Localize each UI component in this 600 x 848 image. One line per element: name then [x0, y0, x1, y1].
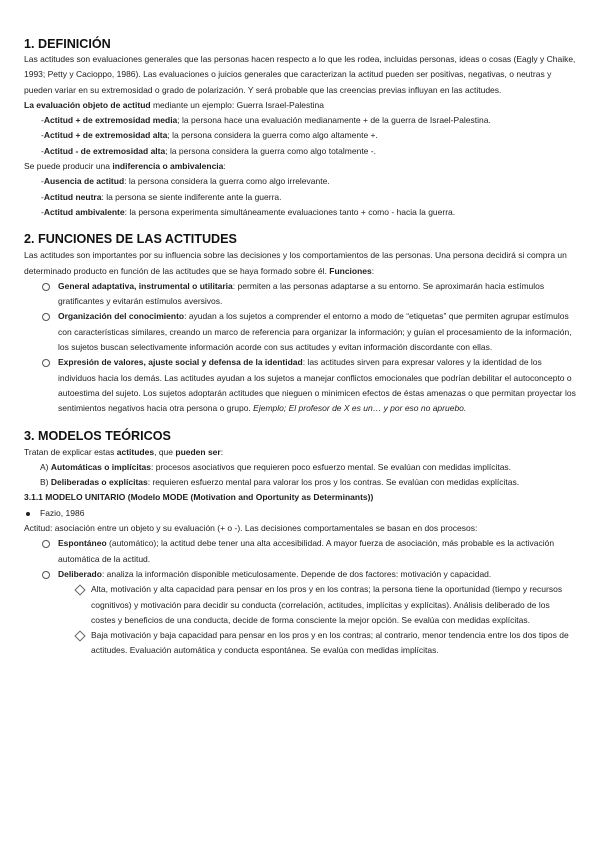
subsection-title: 3.1.1 MODELO UNITARIO (Modelo MODE (Motivation and Oportunity as Determinants))	[24, 492, 374, 503]
circle-bullet-icon	[42, 313, 50, 321]
diamond-bullet-icon	[74, 585, 85, 596]
circle-bullet-icon	[42, 540, 50, 548]
type-item: B) Deliberadas o explícitas: requieren esfuerzo mental para valorar los pros y los contras. Se evalúan con medidas explícitas.	[40, 477, 520, 488]
list-item: -Actitud neutra: la persona se siente indiferente ante la guerra.	[41, 191, 282, 202]
section-1-title: 1. DEFINICIÓN	[24, 37, 111, 51]
section-2-intro: Las actitudes son importantes por su influencia sobre las decisiones y los comportamientos de las personas. Una persona decidirá si compra un determinado producto en función de las actitudes que se haya formado sobre él. Funciones:	[24, 250, 567, 276]
example-text: Ejemplo; El profesor de X es un… y por eso no apruebo.	[253, 403, 467, 414]
factor-item: Alta, motivación y alta capacidad para pensar en los pros y en los contras; la persona tiene la oportunidad (tiempo y recursos cognitivos) y motivación para decidir su conducta (correlación, actitudes, implícitas y explícitas). Análisis deliberado de los costes y beneficios de una conducta, decide de forma consciente la mejor opción. Se evalúa con medidas explícitas.	[24, 582, 576, 628]
diamond-bullet-icon	[74, 630, 85, 641]
evaluation-bold: La evaluación objeto de actitud	[24, 99, 151, 110]
document-page	[24, 36, 576, 659]
definition-text: Actitud: asociación entre un objeto y su evaluación (+ o -). Las decisiones comportamentales se basan en dos procesos:	[24, 523, 478, 534]
function-item: Expresión de valores, ajuste social y defensa de la identidad: las actitudes sirven para expresar valores y la identidad de los individuos hacia los demás. Las actitudes ayudan a los sujetos a manejar conflictos emocionales que podrían debilitar el autoconcepto o autoestima del sujeto. Los sujetos adoptarán actitudes que nieguen o minimicen efectos de éstas amenazas o que permitan proyectar los sentimientos negativos hacia otra persona o grupo. Ejemplo; El profesor de X es un… y por eso no apruebo.	[24, 355, 576, 416]
section-3-intro: Tratan de explicar estas actitudes, que pueden ser:	[24, 446, 224, 457]
function-item: Organización del conocimiento: ayudan a los sujetos a comprender el entorno a modo de “etiquetas” que permiten agrupar estímulos con características similares, creando un marco de referencia para organizar la información; y guían el procesamiento de la información, los sujetos buscan selectivamente información acorde con sus actitudes y evitan información discordante con ellas.	[24, 309, 576, 355]
section-2-title: 2. FUNCIONES DE LAS ACTITUDES	[24, 232, 237, 247]
section-1-intro: Las actitudes son evaluaciones generales que las personas hacen respecto a lo que les rodea, incluidas personas, ideas o cosas (Eagly y Chaike, 1993; Petty y Cacioppo, 1986). Las evaluaciones o juicios generales que caracterizan la actitud pueden ser positivas, negativas, o neutras y pueden variar en su extremosidad o grado de polarización. Y será probable que las creencias previas influyan en las actitudes.	[24, 54, 576, 95]
author-item: Fazio, 1986	[24, 506, 576, 521]
factor-item: Baja motivación y baja capacidad para pensar en los pros y en los contras; al contrario, menor tendencia entre los dos tipos de actitudes. Evaluación automática y conducta espontánea. Se evalúa con medidas implícitas.	[24, 628, 576, 659]
indifference-line: Se puede producir una indiferencia o ambivalencia:	[24, 161, 226, 172]
type-item: A) Automáticas o implícitas: procesos asociativos que requieren poco esfuerzo mental. Se evalúan con medidas implícitas.	[40, 461, 512, 472]
function-item: General adaptativa, instrumental o utilitaria: permiten a las personas adaptarse a su entorno. Se aproximarán hacia estímulos gratificantes y evitarán estímulos aversivos.	[24, 279, 576, 310]
list-item: -Actitud + de extremosidad alta; la persona considera la guerra como algo altamente +.	[41, 130, 378, 141]
circle-bullet-icon	[42, 283, 50, 291]
circle-bullet-icon	[42, 359, 50, 367]
evaluation-rest: mediante un ejemplo: Guerra Israel-Palestina	[150, 99, 324, 110]
list-item: -Actitud - de extremosidad alta; la persona considera la guerra como algo totalmente -.	[41, 145, 376, 156]
evaluation-line	[24, 98, 576, 113]
list-item: -Actitud ambivalente: la persona experimenta simultáneamente evaluaciones tanto + como - hacia la guerra.	[41, 206, 456, 217]
section-3-title: 3. MODELOS TEÓRICOS	[24, 428, 171, 443]
list-item: -Actitud + de extremosidad media; la persona hace una evaluación medianamente + de la guerra de Israel-Palestina.	[41, 115, 491, 126]
circle-bullet-icon	[42, 571, 50, 579]
process-item: Espontáneo (automático); la actitud debe tener una alta accesibilidad. A mayor fuerza de asociación, más probable es la activación automática de la actitud.	[24, 536, 576, 567]
bullet-dot-icon	[26, 512, 30, 516]
list-item: -Ausencia de actitud: la persona considera la guerra como algo irrelevante.	[41, 176, 330, 187]
process-item: Deliberado: analiza la información disponible meticulosamente. Depende de dos factores: motivación y capacidad.	[24, 567, 576, 582]
